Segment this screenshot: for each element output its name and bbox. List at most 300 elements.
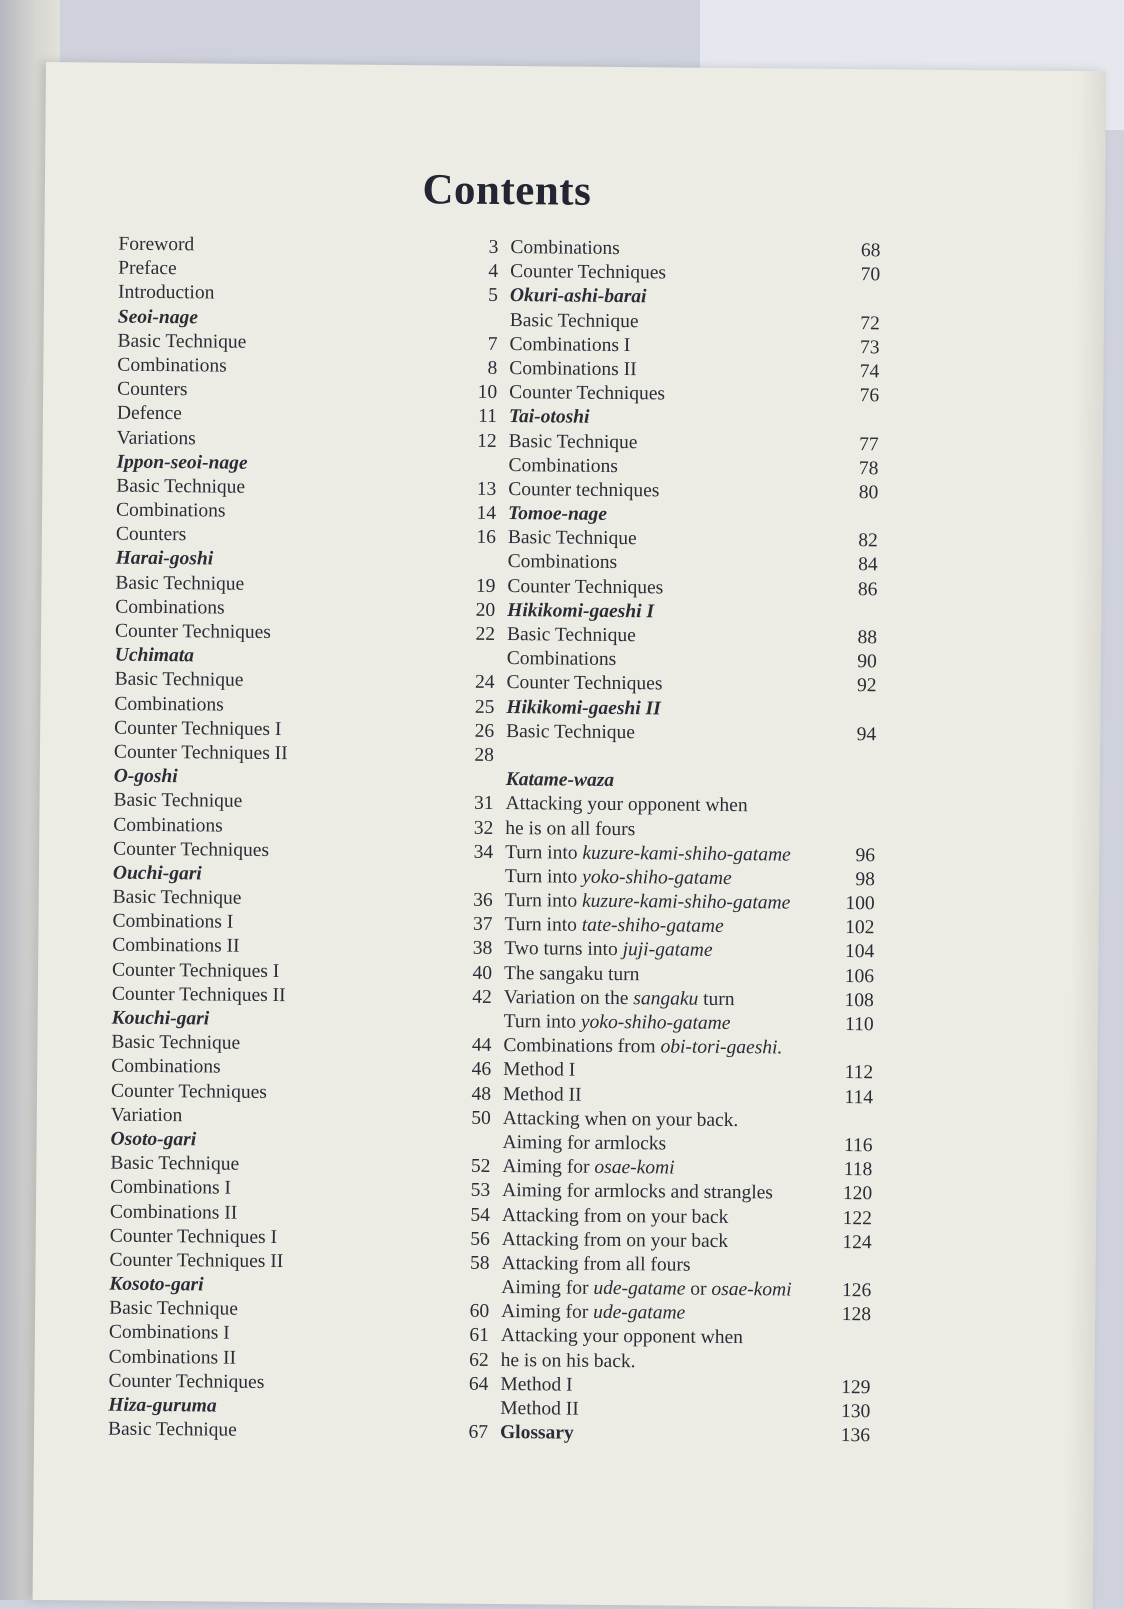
toc-page-number: 52 [450, 1155, 490, 1180]
toc-page-number: 110 [834, 1013, 874, 1038]
page-shadow [1065, 71, 1106, 1609]
toc-entry-label [111, 1103, 451, 1130]
toc-entry-label [109, 1321, 449, 1348]
toc-page-number: 100 [835, 892, 875, 917]
toc-page-number: 61 [449, 1324, 489, 1349]
toc-entry-label [115, 668, 455, 695]
toc-entry [111, 1103, 491, 1131]
toc-entry-text: Basic Technique [113, 790, 242, 812]
toc-section-heading [506, 696, 876, 723]
toc-entry-text: Glossary [500, 1422, 574, 1444]
toc-entry-text: Attacking your opponent when [505, 793, 747, 816]
toc-entry-label [501, 1252, 831, 1279]
toc-page-number: 92 [836, 674, 876, 699]
toc-entry-label [118, 233, 458, 260]
toc-entry-text: Basic Technique [117, 330, 246, 352]
toc-entry [505, 889, 875, 916]
toc-entry-text: Counter Techniques [510, 261, 666, 283]
toc-entry-text: Basic Technique [506, 721, 635, 743]
toc-entry-text: Basic Technique [116, 476, 245, 498]
toc-entry-label [510, 260, 840, 287]
toc-page-number: 11 [457, 405, 497, 430]
toc-page-number: 7 [457, 332, 497, 357]
toc-entry-label [110, 1152, 450, 1179]
toc-entry-text: Basic Technique [507, 624, 636, 646]
toc-entry-text: Combinations [115, 596, 225, 618]
toc-entry [502, 1228, 872, 1255]
toc-entry-label [113, 861, 453, 888]
toc-entry-text: Method I [503, 1059, 575, 1081]
toc-page-number: 32 [453, 816, 493, 841]
toc-entry-suffix: or [685, 1279, 711, 1300]
toc-entry [109, 1345, 489, 1373]
toc-entry-text: Hikikomi-gaeshi I [507, 600, 654, 622]
toc-entry [113, 837, 493, 865]
toc-entry [501, 1276, 871, 1303]
toc-page-number: 26 [454, 719, 494, 744]
toc-entry-text: Kouchi-gari [112, 1008, 210, 1030]
toc-entry [503, 1034, 873, 1061]
toc-entry [500, 1397, 870, 1424]
toc-entry-text: Basic Technique [508, 527, 637, 549]
toc-page-number: 42 [452, 985, 492, 1010]
toc-section-heading [116, 547, 496, 575]
toc-left-column [108, 233, 499, 1446]
toc-page-number: 48 [451, 1082, 491, 1107]
toc-page-number: 114 [833, 1085, 873, 1110]
toc-entry [501, 1349, 871, 1376]
toc-entry-text: Attacking when on your back. [503, 1108, 739, 1131]
toc-page-number: 24 [454, 671, 494, 696]
toc-entry-label [505, 865, 835, 892]
toc-entry [509, 333, 879, 360]
toc-page-number: 106 [834, 965, 874, 990]
toc-entry-label [509, 405, 839, 432]
toc-entry-text: Counter Techniques II [112, 983, 286, 1006]
toc-entry [502, 1131, 872, 1158]
toc-entry [508, 454, 878, 481]
toc-entry-text: Two turns into [504, 938, 623, 960]
toc-entry [109, 1321, 489, 1349]
toc-entry-text: Counter Techniques [113, 838, 269, 860]
toc-page-number: 13 [456, 477, 496, 502]
toc-entry [109, 1248, 489, 1276]
toc-entry-text: Basic Technique [111, 1032, 240, 1054]
toc-entry-label [507, 599, 837, 626]
toc-entry-text: Counter Techniques [509, 382, 665, 404]
toc-section-heading [508, 502, 878, 529]
toc-entry-label [503, 1058, 833, 1085]
toc-entry-label [500, 1421, 830, 1448]
toc-entry-label [508, 502, 838, 529]
toc-entry [112, 910, 492, 938]
toc-page-number: 34 [453, 840, 493, 865]
toc-entry-text: Counter Techniques II [109, 1249, 283, 1272]
toc-entry-italic-term: sangaku [633, 988, 698, 1010]
toc-entry-label [505, 841, 835, 868]
book-page [33, 62, 1106, 1609]
toc-entry [501, 1300, 871, 1327]
toc-page-number: 116 [832, 1134, 872, 1159]
toc-entry-text: Turn into [505, 866, 582, 888]
toc-entry-text: Defence [117, 403, 182, 425]
toc-entry-label [117, 329, 457, 356]
toc-entry-italic-term: obi-tori-gaeshi. [660, 1037, 782, 1059]
toc-page-number: 58 [449, 1251, 489, 1276]
toc-page-number: 128 [831, 1303, 871, 1328]
toc-entry [504, 913, 874, 940]
toc-entry-label [508, 550, 838, 577]
toc-entry [113, 789, 493, 817]
toc-entry-label [108, 1418, 448, 1445]
toc-page-number: 50 [451, 1106, 491, 1131]
toc-entry [108, 1418, 488, 1446]
toc-entry [114, 716, 494, 744]
toc-entry-text: he is on all fours [505, 818, 635, 840]
toc-entry-label [117, 426, 457, 453]
toc-section-heading [509, 405, 879, 432]
toc-entry [504, 937, 874, 964]
toc-page-number: 104 [834, 940, 874, 965]
toc-entry-text: Counter Techniques [108, 1370, 264, 1392]
toc-entry-label [112, 910, 452, 937]
toc-page-number: 94 [836, 723, 876, 748]
toc-entry [114, 741, 494, 769]
toc-entry [110, 1200, 490, 1228]
toc-page-number: 60 [449, 1300, 489, 1325]
toc-entry [117, 402, 497, 430]
toc-entry-text: Combinations [508, 455, 618, 477]
toc-entry-text: Hikikomi-gaeshi II [506, 697, 661, 719]
toc-page-number: 129 [830, 1376, 870, 1401]
toc-entry-label [508, 526, 838, 553]
toc-entry [504, 962, 874, 989]
toc-entry-text: Counter techniques [508, 479, 659, 501]
toc-page-number: 38 [452, 937, 492, 962]
toc-entry-label [118, 305, 458, 332]
toc-entry [111, 1031, 491, 1059]
toc-entry-italic-term: ude-gatame [593, 1278, 685, 1300]
toc-section-heading [108, 1394, 488, 1422]
toc-entry-text: Combinations I [509, 334, 630, 356]
toc-entry-text: Combinations [117, 355, 227, 377]
toc-page-number: 10 [457, 381, 497, 406]
toc-entry [504, 1010, 874, 1037]
toc-page-number: 82 [838, 529, 878, 554]
toc-entry-text: Okuri-ashi-barai [510, 285, 647, 307]
toc-entry-text: Osoto-gari [111, 1129, 197, 1151]
toc-entry-text: Counter Techniques I [112, 959, 279, 981]
toc-entry-text: O-goshi [114, 766, 178, 788]
toc-entry [503, 1083, 873, 1110]
toc-entry-text: Aiming for [501, 1277, 593, 1299]
toc-entry [117, 378, 497, 406]
toc-entry-italic-term: osae-komi [711, 1279, 791, 1301]
toc-page-number: 112 [833, 1061, 873, 1086]
toc-section-heading [116, 450, 496, 478]
toc-entry [113, 813, 493, 841]
toc-entry-text: Tomoe-nage [508, 503, 607, 525]
toc-entry-text: Counter Techniques [111, 1080, 267, 1102]
toc-page-number: 88 [837, 626, 877, 651]
toc-entry-label [510, 236, 840, 263]
toc-entry [501, 1324, 871, 1351]
toc-entry-label [114, 716, 454, 743]
toc-entry-text: Aiming for [501, 1301, 593, 1323]
toc-entry-text: Basic Technique [115, 572, 244, 594]
toc-entry-italic-term: kuzure-kami-shiho-gatame [582, 842, 790, 865]
toc-entry [118, 281, 498, 309]
toc-entry [503, 1107, 873, 1134]
toc-entry-label [110, 1176, 450, 1203]
toc-entry-text: Counters [117, 379, 188, 401]
toc-entry [505, 817, 875, 844]
toc-entry [505, 841, 875, 868]
toc-page-number: 120 [832, 1182, 872, 1207]
toc-entry-text: Variation [111, 1104, 183, 1126]
toc-entry-label [116, 547, 456, 574]
toc-entry-text: Combinations [116, 500, 226, 522]
toc-entry [500, 1373, 870, 1400]
toc-entry-text: Basic Technique [115, 669, 244, 691]
toc-entry [115, 595, 495, 623]
toc-entry-label [109, 1297, 449, 1324]
toc-page-number: 72 [840, 311, 880, 336]
toc-entry-text: Combinations II [112, 935, 239, 957]
toc-entry-text: Counter Techniques II [114, 742, 288, 765]
toc-page-number: 130 [830, 1400, 870, 1425]
toc-entry [508, 526, 878, 553]
toc-entry [510, 309, 880, 336]
toc-entry-label [502, 1204, 832, 1231]
toc-entry [117, 329, 497, 357]
toc-entry-text: Combinations [510, 237, 620, 259]
toc-entry [110, 1176, 490, 1204]
toc-page-number: 124 [832, 1231, 872, 1256]
toc-entry [116, 499, 496, 527]
toc-entry [110, 1224, 490, 1252]
toc-entry-text: Combinations [114, 693, 224, 715]
toc-entry-label [113, 789, 453, 816]
toc-page-number: 108 [834, 989, 874, 1014]
toc-page-number: 136 [830, 1424, 870, 1449]
toc-entry-label [115, 620, 455, 647]
toc-entry [509, 430, 879, 457]
toc-entry-label [108, 1369, 448, 1396]
toc-entry [501, 1252, 871, 1279]
toc-entry-text: Counters [116, 524, 187, 546]
toc-entry-text: Harai-goshi [116, 548, 214, 570]
toc-entry-text: Method II [500, 1398, 579, 1420]
toc-entry-label [113, 837, 453, 864]
toc-entry-label [115, 571, 455, 598]
toc-entry-label [115, 644, 455, 671]
toc-entry-text: Seoi-nage [118, 306, 198, 328]
toc-page-number: 126 [831, 1279, 871, 1304]
toc-page-number: 67 [448, 1421, 488, 1446]
toc-entry-text: Attacking from on your back [502, 1229, 729, 1252]
toc-entry-label [116, 450, 456, 477]
toc-entry-label [506, 720, 836, 747]
toc-entry-label [109, 1345, 449, 1372]
toc-entry-label [501, 1349, 831, 1376]
toc-entry-label [112, 1007, 452, 1034]
toc-entry-text: Attacking from all fours [501, 1253, 690, 1276]
toc-entry-label [506, 671, 836, 698]
toc-page-number: 77 [839, 432, 879, 457]
toc-entry [507, 575, 877, 602]
toc-entry-text: Introduction [118, 282, 215, 304]
toc-page-number: 8 [457, 357, 497, 382]
toc-entry [118, 257, 498, 285]
toc-entry [502, 1179, 872, 1206]
toc-page-number: 16 [456, 526, 496, 551]
toc-page-number: 73 [839, 336, 879, 361]
toc-entry-label [509, 333, 839, 360]
toc-entry-label [108, 1394, 448, 1421]
toc-entry-italic-term: yoko-shiho-gatame [582, 867, 732, 889]
toc-entry-label [508, 454, 838, 481]
toc-entry [111, 1055, 491, 1083]
toc-entry-label [507, 623, 837, 650]
toc-page-number: 22 [455, 623, 495, 648]
toc-page-number: 74 [839, 360, 879, 385]
toc-section-heading [109, 1273, 489, 1301]
toc-entry-text: Counter Techniques I [110, 1225, 277, 1247]
toc-entry-text: Turn into [504, 1011, 581, 1033]
toc-entry-label [112, 958, 452, 985]
toc-page-number: 20 [455, 598, 495, 623]
toc-entry-label [501, 1276, 831, 1303]
toc-entry-italic-term: kuzure-kami-shiho-gatame [582, 891, 790, 914]
toc-page-number: 118 [832, 1158, 872, 1183]
toc-entry [510, 260, 880, 287]
toc-entry-text: Turn into [505, 890, 582, 912]
toc-section-heading [112, 1007, 492, 1035]
toc-entry [111, 1079, 491, 1107]
toc-page-number: 31 [453, 792, 493, 817]
toc-entry-label [501, 1324, 831, 1351]
toc-page-number: 76 [839, 384, 879, 409]
toc-entry [510, 236, 880, 263]
toc-entry [112, 958, 492, 986]
toc-entry-label [110, 1128, 450, 1155]
toc-entry-label [116, 523, 456, 550]
toc-entry-label [510, 284, 840, 311]
toc-entry-label [109, 1248, 449, 1275]
toc-entry-glossary [500, 1421, 870, 1448]
toc-entry-text: Ippon-seoi-nage [116, 451, 247, 473]
toc-entry [118, 233, 498, 261]
toc-entry [117, 354, 497, 382]
toc-entry-text: Combinations [111, 1056, 221, 1078]
toc-entry-text: Tai-otoshi [509, 406, 590, 428]
toc-section-heading [115, 644, 495, 672]
toc-entry [110, 1152, 490, 1180]
toc-entry-label [509, 381, 839, 408]
toc-entry-text: Basic Technique [510, 310, 639, 332]
toc-entry-text: Aiming for [502, 1156, 594, 1178]
toc-entry [108, 1369, 488, 1397]
toc-page-number: 96 [835, 844, 875, 869]
toc-entry-text: Counter Techniques [507, 576, 663, 598]
toc-entry-label [508, 478, 838, 505]
toc-entry [505, 865, 875, 892]
toc-entry-suffix: turn [698, 989, 734, 1010]
toc-entry [506, 671, 876, 698]
toc-page-number: 4 [458, 260, 498, 285]
toc-entry-label [502, 1131, 832, 1158]
toc-entry-text: Aiming for armlocks and strangles [502, 1180, 773, 1203]
toc-entry [109, 1297, 489, 1325]
toc-entry-label [117, 354, 457, 381]
toc-page-number: 68 [840, 239, 880, 264]
toc-entry-label [503, 1034, 833, 1061]
toc-entry-text: Foreword [118, 234, 194, 256]
toc-page-number: 3 [458, 236, 498, 261]
toc-entry-italic-term: juji-gatame [623, 940, 713, 962]
toc-entry-label [502, 1228, 832, 1255]
toc-entry-text: Basic Technique [509, 431, 638, 453]
toc-entry-label [117, 378, 457, 405]
toc-entry-label [114, 692, 454, 719]
toc-entry [508, 550, 878, 577]
toc-entry-label [504, 962, 834, 989]
toc-page-number: 25 [454, 695, 494, 720]
toc-entry-label [112, 982, 452, 1009]
toc-page-number: 122 [832, 1206, 872, 1231]
toc-entry [502, 1204, 872, 1231]
toc-entry-label [114, 741, 454, 768]
toc-entry [508, 478, 878, 505]
toc-page-number: 40 [452, 961, 492, 986]
toc-entry-label [113, 813, 453, 840]
toc-entry-label [504, 937, 834, 964]
toc-entry-label [115, 595, 455, 622]
toc-page-number: 36 [453, 889, 493, 914]
toc-entry [509, 357, 879, 384]
toc-entry [502, 1155, 872, 1182]
toc-entry-label [113, 886, 453, 913]
toc-entry-label [509, 430, 839, 457]
toc-entry-label [114, 765, 454, 792]
toc-entry-italic-term: osae-komi [594, 1157, 674, 1179]
toc-page-number: 86 [837, 578, 877, 603]
toc-entry [507, 623, 877, 650]
toc-entry-label [505, 792, 835, 819]
toc-entry-text: Combinations II [110, 1201, 237, 1223]
toc-entry [504, 986, 874, 1013]
toc-entry-italic-term: ude-gatame [593, 1302, 685, 1324]
toc-entry [115, 620, 495, 648]
toc-entry [112, 934, 492, 962]
toc-entry-label [111, 1055, 451, 1082]
toc-page-number: 44 [451, 1034, 491, 1059]
toc-page-number: 37 [452, 913, 492, 938]
toc-entry-text: Variation on the [504, 987, 634, 1009]
toc-section-heading [110, 1128, 490, 1156]
toc-entry-text: Combinations [113, 814, 223, 836]
toc-page-number: 28 [454, 744, 494, 769]
toc-entry-label [507, 647, 837, 674]
toc-page-number: 12 [457, 429, 497, 454]
toc-section-heading [510, 284, 880, 311]
toc-page-number: 14 [456, 502, 496, 527]
toc-entry-label [507, 575, 837, 602]
toc-entry-text: Combinations [507, 648, 617, 670]
toc-entry-text: Kosoto-gari [109, 1274, 203, 1296]
toc-entry-text: Ouchi-gari [113, 862, 202, 884]
